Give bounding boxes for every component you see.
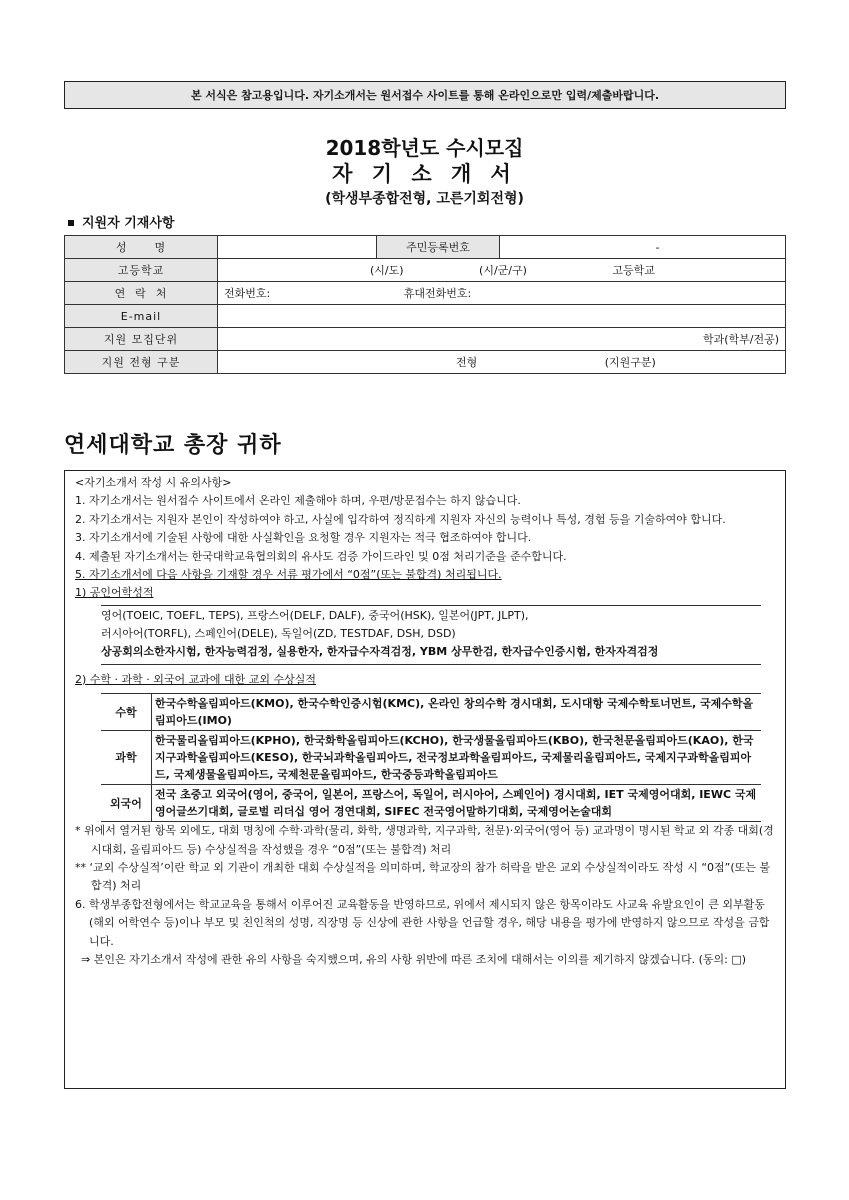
phone-label: 전화번호: (224, 287, 271, 300)
note-2: ** ‘교외 수상실적’이란 학교 외 기관이 개최한 대회 수상실적을 의미하며, 학교장의 참가 허락을 받은 교외 수상실적이라도 작성 시 “0점”(또는 불합격) 처리 (75, 861, 771, 893)
language-test-list (101, 605, 761, 665)
form-title: 자 기 소 개 서 (332, 162, 517, 186)
guide-item-6: 6. 학생부종합전형에서는 학교교육을 통해서 이루어진 교육활동을 반영하므로, 위에서 제시되지 않은 항목이라도 사교육 유발요인이 큰 외부활동(해외 어학연수 등)이나 부모 및 친인척의 성명, 직장명 등 신상에 관한 사항을 언급할 경우, 해당 내용을 평가에 반영하지 않으므로 작성을 금합니다. (75, 897, 770, 948)
sub-heading-language: 1) 공인어학성적 (75, 586, 154, 600)
guide-item-5: 5. 자기소개서에 다음 사항을 기재할 경우 서류 평가에서 “0점”(또는 불합격) 처리됩니다. (75, 568, 502, 582)
rrn-separator: - (655, 240, 660, 254)
sub-heading-awards: 2) 수학 · 과학 · 외국어 교과에 대한 교외 수상실적 (75, 672, 317, 686)
unit-label: 지원 모집단위 (65, 328, 218, 351)
notice-banner: 본 서식은 참고용입니다. 자기소개서는 원서접수 사이트를 통해 온라인으로만 입력/제출바랍니다. (64, 81, 786, 109)
competition-list-math: 한국수학올림피아드(KMO), 한국수학인증시험(KMC), 온라인 창의수학 경시대회, 도시대항 국제수학토너먼트, 국제수학올림피아드(IMO) (152, 694, 762, 731)
table-row (101, 731, 761, 785)
category-science: 과학 (101, 731, 152, 785)
competition-list-science: 한국물리올림피아드(KPHO), 한국화학올림피아드(KCHO), 한국생물올림피아드(KBO), 한국천문올림피아드(KAO), 한국지구과학올림피아드(KESO), 한국뇌과학올림피아드, 전국정보과학올림피아드, 국제물리올림피아드, 국제지구과학올림피아드, 국제생물올림피아드, 국제천문올림피아드, 한국중등과학올림피아드 (152, 731, 762, 785)
email-field[interactable] (218, 305, 786, 328)
form-year-title: 2018학년도 수시모집 (325, 136, 524, 160)
name-field[interactable] (218, 236, 377, 259)
school-suffix: 고등학교 (612, 264, 655, 277)
section-heading-text: 지원자 기재사항 (82, 216, 175, 231)
track-field[interactable] (218, 351, 786, 374)
guide-item-1: 1. 자기소개서는 원서접수 사이트에서 온라인 제출해야 하며, 우편/방문접수는 하지 않습니다. (75, 494, 521, 508)
competition-list-language: 전국 초중고 외국어(영어, 중국어, 일본어, 프랑스어, 독일어, 러시아어, 스페인어) 경시대회, IET 국제영어대회, IEWC 국제영어글쓰기대회, 글로벌 리더십 영어 경연대회, SIFEC 전국영어말하기대회, 국제영어논술대회 (152, 785, 762, 822)
rrn-field[interactable] (500, 236, 786, 259)
unit-suffix: 학과(학부/전공) (702, 333, 779, 346)
track-mid: 전형 (456, 356, 478, 369)
section-heading (64, 212, 174, 231)
guide-heading: <자기소개서 작성 시 유의사항> (75, 476, 232, 489)
name-label: 성 명 (65, 236, 218, 259)
language-line-2: 러시아어(TORFL), 스페인어(DELE), 독일어(ZD, TESTDAF, DSH, DSD) (101, 626, 456, 640)
table-row (101, 785, 761, 822)
guide-item-2: 2. 자기소개서는 지원자 본인이 작성하여야 하고, 사실에 입각하여 정직하게 지원자 자신의 능력이나 특성, 경험 등을 기술하여야 합니다. (75, 512, 726, 526)
applicant-info-table (64, 235, 786, 374)
competition-table (101, 693, 761, 822)
language-line-3: 상공회의소한자시험, 한자능력검정, 실용한자, 한자급수자격검정, YBM 상무한검, 한자급수인증시험, 한자자격검정 (101, 644, 659, 658)
category-language: 외국어 (101, 785, 152, 822)
guidelines-box (64, 470, 786, 1089)
school-field[interactable] (218, 259, 786, 282)
table-row (101, 694, 761, 731)
square-bullet-icon (68, 220, 74, 226)
mobile-label: 휴대전화번호: (403, 287, 472, 300)
language-line-1: 영어(TOEIC, TOEFL, TEPS), 프랑스어(DELF, DALF), 중국어(HSK), 일본어(JPT, JLPT), (101, 608, 529, 622)
agreement-statement[interactable]: ⇒ 본인은 자기소개서 작성에 관한 유의 사항을 숙지했으며, 유의 사항 위반에 따른 조치에 대해서는 이의를 제기하지 않겠습니다. (동의: □) (81, 953, 747, 967)
school-sigungu: (시/군/구) (479, 264, 527, 277)
addressee: 연세대학교 총장 귀하 (64, 433, 282, 458)
school-sido: (시/도) (370, 264, 404, 277)
contact-label: 연 락 처 (65, 282, 218, 305)
category-math: 수학 (101, 694, 152, 731)
track-right: (지원구분) (604, 356, 656, 369)
guide-item-3: 3. 자기소개서에 기술된 사항에 대한 사실확인을 요청할 경우 지원자는 적극 협조하여야 합니다. (75, 531, 532, 545)
track-label: 지원 전형 구분 (65, 351, 218, 374)
email-label: E-mail (65, 305, 218, 328)
form-subtitle: (학생부종합전형, 고른기회전형) (325, 191, 524, 207)
rrn-label: 주민등록번호 (377, 236, 500, 259)
guide-item-4: 4. 제출된 자기소개서는 한국대학교육협의회의 유사도 검증 가이드라인 및 0점 처리기준을 준수합니다. (75, 549, 567, 563)
note-1: * 위에서 열거된 항목 외에도, 대회 명칭에 수학·과학(물리, 화학, 생명과학, 지구과학, 천문)·외국어(영어 등) 교과명이 명시된 학교 외 각종 대회(경시대회, 올림피아드 등) 수상실적을 작성했을 경우 “0점”(또는 불합격) 처리 (75, 824, 774, 856)
school-label: 고등학교 (65, 259, 218, 282)
contact-field[interactable] (218, 282, 786, 305)
unit-field[interactable] (218, 328, 786, 351)
